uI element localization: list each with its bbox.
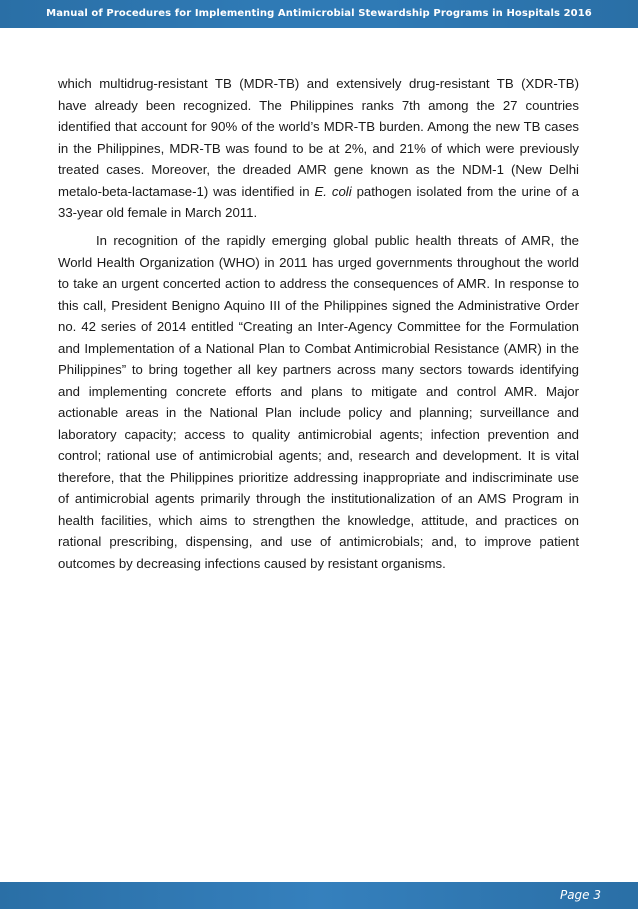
italic-organism-name: E. coli (314, 183, 352, 199)
paragraph-1 (58, 73, 579, 224)
paragraph-2 (58, 230, 579, 574)
paragraph-2-text: In recognition of the rapidly emerging global public health threats of AMR, the World Health Organization (WHO) in 2011 has urged governments throughout the world to take an urgent concerted action to address the consequences of AMR. In response to this call, President Benigno Aquino III of the Philippines signed the Administrative Order no. 42 series of 2014 entitled “Creating an Inter-Agency Committee for the Formulation and Implementation of a National Plan to Combat Antimicrobial Resistance (AMR) in the Philippines” to bring together all key partners across many sectors towards identifying and implementing concrete efforts and plans to mitigate and control AMR. Major actionable areas in the National Plan include policy and planning; surveillance and laboratory capacity; access to quality antimicrobial agents; infection prevention and control; rational use of antimicrobial agents; and, research and development. It is vital therefore, that the Philippines prioritize addressing inappropriate and indiscriminate use of antimicrobial agents primarily through the institutionalization of an AMS Program in health facilities, which aims to strengthen the knowledge, attitude, and practices on rational prescribing, dispensing, and use of antimicrobials; and, to improve patient outcomes by decreasing infections caused by resistant organisms. (58, 233, 579, 571)
paragraph-1-text-end: pathogen isolated from the urine of a 33-year old female in March 2011. (58, 183, 579, 220)
running-header-title: Manual of Procedures for Implementing Antimicrobial Stewardship Programs in Hospitals 2016 (46, 8, 592, 19)
paragraph-1-text (58, 73, 579, 224)
paragraph-1-text-start: which multidrug-resistant TB (MDR-TB) and extensively drug-resistant TB (XDR-TB) have already been recognized. The Philippines ranks 7th among the 27 countries identified that account for 90% of the world’s MDR-TB burden. Among the new TB cases in the Philippines, MDR-TB was found to be at 2%, and 21% of which were previously treated cases. Moreover, the dreaded AMR gene known as the NDM-1 (New Delhi metalo-beta-lactamase-1) was identified in (58, 76, 579, 199)
page-number: Page 3 (559, 888, 601, 902)
footer-band (0, 882, 638, 909)
